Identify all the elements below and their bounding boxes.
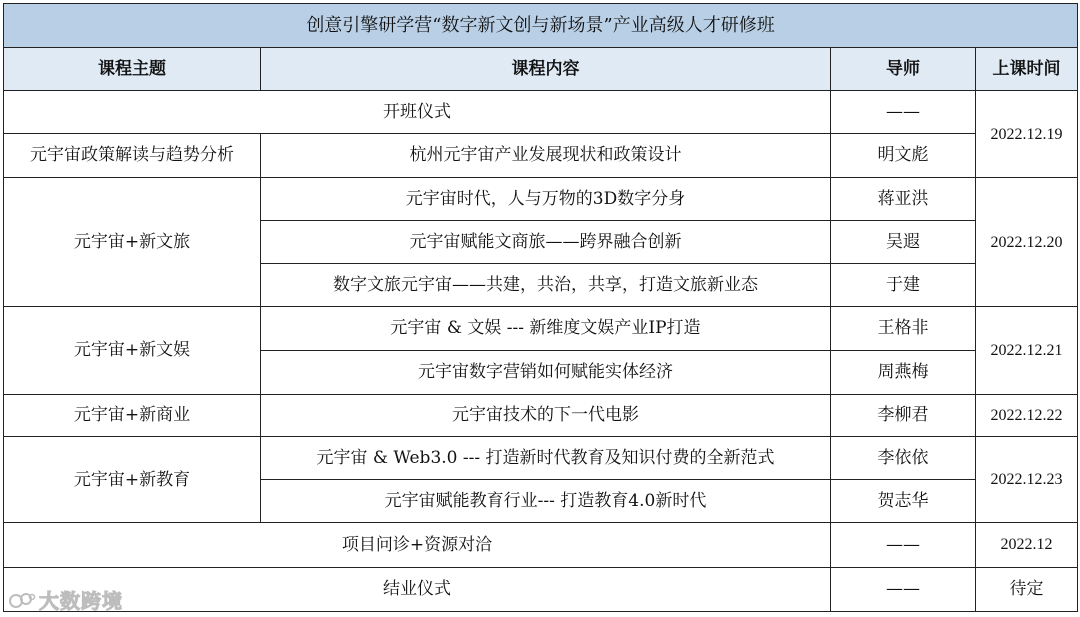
table-row bbox=[4, 133, 1078, 177]
closing-content: 结业仪式 bbox=[4, 567, 831, 611]
mentor-cell: 蒋亚洪 bbox=[831, 177, 976, 220]
title-row bbox=[4, 4, 1078, 48]
table-row bbox=[4, 91, 1078, 133]
topic-cell: 元宇宙+新文娱 bbox=[4, 307, 261, 394]
diagnosis-content: 项目问诊+资源对洽 bbox=[4, 523, 831, 567]
content-cell: 元宇宙技术的下一代电影 bbox=[261, 394, 831, 436]
topic-cell: 元宇宙+新商业 bbox=[4, 394, 261, 436]
opening-content: 开班仪式 bbox=[4, 91, 831, 133]
watermark bbox=[8, 585, 123, 614]
date-cell: 2022.12 bbox=[976, 523, 1078, 567]
mentor-cell: 李柳君 bbox=[831, 394, 976, 436]
table-row bbox=[4, 567, 1078, 611]
watermark-logo-icon bbox=[8, 591, 36, 611]
content-cell: 数字文旅元宇宙——共建，共治，共享，打造文旅新业态 bbox=[261, 264, 831, 307]
table-row bbox=[4, 307, 1078, 350]
content-cell: 元宇宙赋能文商旅——跨界融合创新 bbox=[261, 221, 831, 264]
header-content: 课程内容 bbox=[261, 48, 831, 91]
topic-cell: 元宇宙政策解读与趋势分析 bbox=[4, 133, 261, 177]
table-title: 创意引擎研学营“数字新文创与新场景”产业高级人才研修班 bbox=[4, 4, 1078, 48]
mentor-cell: 周燕梅 bbox=[831, 350, 976, 394]
mentor-cell: 贺志华 bbox=[831, 480, 976, 523]
table-row bbox=[4, 177, 1078, 220]
mentor-cell: —— bbox=[831, 567, 976, 611]
date-cell: 待定 bbox=[976, 567, 1078, 611]
table-row bbox=[4, 437, 1078, 480]
header-mentor: 导师 bbox=[831, 48, 976, 91]
watermark-text: 大数跨境 bbox=[39, 589, 123, 613]
date-cell: 2022.12.19 bbox=[976, 91, 1078, 177]
date-cell: 2022.12.22 bbox=[976, 394, 1078, 436]
content-cell: 元宇宙数字营销如何赋能实体经济 bbox=[261, 350, 831, 394]
date-cell: 2022.12.20 bbox=[976, 177, 1078, 307]
content-cell: 元宇宙 & 文娱 --- 新维度文娱产业IP打造 bbox=[261, 307, 831, 350]
content-cell: 元宇宙 & Web3.0 --- 打造新时代教育及知识付费的全新范式 bbox=[261, 437, 831, 480]
table-row bbox=[4, 523, 1078, 567]
mentor-cell: 李依依 bbox=[831, 437, 976, 480]
mentor-cell: 王格非 bbox=[831, 307, 976, 350]
mentor-cell: 于建 bbox=[831, 264, 976, 307]
content-cell: 元宇宙时代，人与万物的3D数字分身 bbox=[261, 177, 831, 220]
mentor-cell: 明文彪 bbox=[831, 133, 976, 177]
date-cell: 2022.12.21 bbox=[976, 307, 1078, 394]
opening-mentor: —— bbox=[831, 91, 976, 133]
header-row bbox=[4, 48, 1078, 91]
topic-cell: 元宇宙+新教育 bbox=[4, 437, 261, 523]
table-row bbox=[4, 394, 1078, 436]
header-topic: 课程主题 bbox=[4, 48, 261, 91]
course-schedule-table bbox=[3, 3, 1078, 612]
header-time: 上课时间 bbox=[976, 48, 1078, 91]
mentor-cell: 吴遐 bbox=[831, 221, 976, 264]
content-cell: 元宇宙赋能教育行业--- 打造教育4.0新时代 bbox=[261, 480, 831, 523]
mentor-cell: —— bbox=[831, 523, 976, 567]
topic-cell: 元宇宙+新文旅 bbox=[4, 177, 261, 307]
date-cell: 2022.12.23 bbox=[976, 437, 1078, 523]
content-cell: 杭州元宇宙产业发展现状和政策设计 bbox=[261, 133, 831, 177]
